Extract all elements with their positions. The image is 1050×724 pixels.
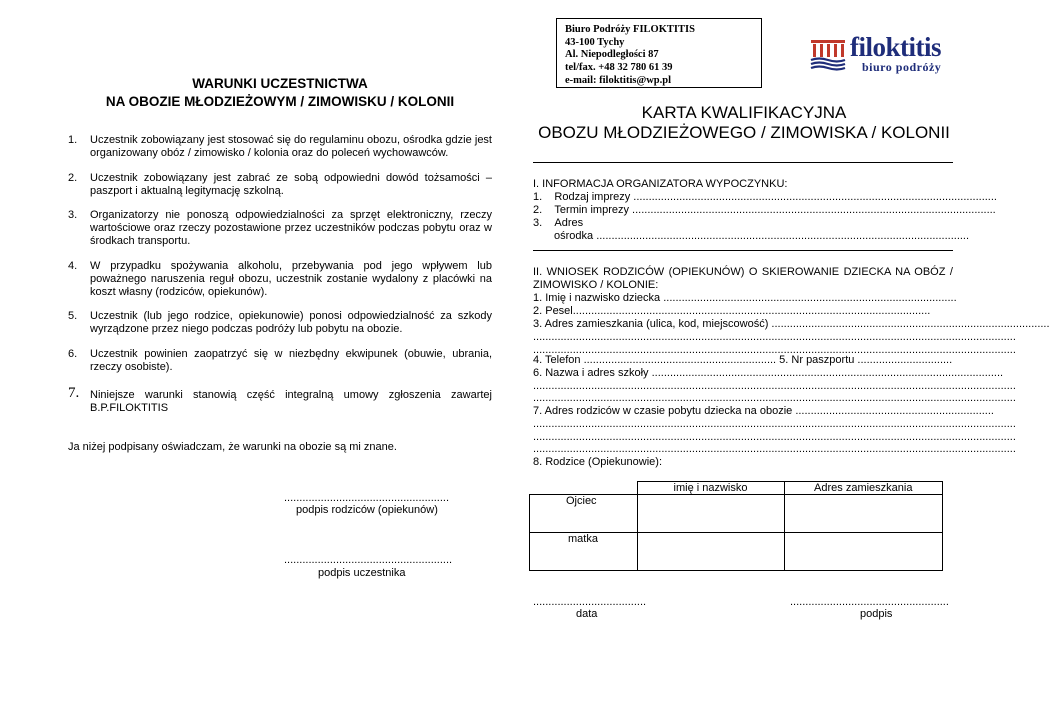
parents-address-line4[interactable]: .............................................................................................................................................................. xyxy=(533,443,1016,455)
parents-address-line3[interactable]: .............................................................................................................................................................. xyxy=(533,431,1016,443)
signature-line[interactable]: .................................................... xyxy=(790,596,949,608)
venue-address-label: Adres xyxy=(554,217,584,229)
condition-item-7 xyxy=(68,385,492,415)
conditions-title-line2: NA OBOZIE MŁODZIEŻOWYM / ZIMOWISKU / KOLONII xyxy=(105,94,455,109)
school-line3[interactable]: .............................................................................................................................................................. xyxy=(533,392,1016,404)
condition-text: Uczestnik zobowiązany jest zabrać ze sobą odpowiedni dowód tożsamości – paszport i aktualną legitymację szkolną. xyxy=(90,172,492,197)
father-address-cell[interactable] xyxy=(784,495,943,533)
section2-title-line2: ZIMOWISKO / KOLONIE: xyxy=(533,279,659,291)
passport-field[interactable]: 5. Nr paszportu ............................... xyxy=(779,354,953,366)
condition-text: Uczestnik (lub jego rodzice, opiekunowie) ponosi odpowiedzialność za szkody wyrządzone przez niego podczas podróży lub pobytu na obozie. xyxy=(90,310,492,335)
condition-number: 4. xyxy=(68,260,78,272)
condition-number: 3. xyxy=(68,209,78,221)
school-field[interactable]: 6. Nazwa i adres szkoły ................................................................................................................... xyxy=(533,367,1004,379)
phone-field[interactable]: 4. Telefon ............................................................... xyxy=(533,354,777,366)
section1-title: I. INFORMACJA ORGANIZATORA WYPOCZYNKU: xyxy=(533,178,788,190)
condition-item-2 xyxy=(68,172,492,198)
parents-address-field[interactable]: 7. Adres rodziców w czasie pobytu dziecka na obozie ................................................................. xyxy=(533,405,994,417)
form-title-line1: KARTA KWALIFIKACYJNA xyxy=(641,103,847,122)
event-date-field[interactable]: 2. Termin imprezy ....................................................................................................................... xyxy=(533,204,996,216)
condition-item-3 xyxy=(68,209,492,248)
condition-item-1 xyxy=(68,134,492,160)
passport-label: 5. Nr paszportu xyxy=(779,354,855,366)
event-type-label: Rodzaj imprezy xyxy=(554,191,631,203)
organizer-address-box xyxy=(556,18,762,88)
section2-title-line1: II. WNIOSEK RODZICÓW (OPIEKUNÓW) O SKIEROWANIE DZIECKA NA OBÓZ / xyxy=(533,266,953,278)
condition-item-6 xyxy=(68,348,492,374)
venue-address-label-2: ośrodka xyxy=(554,230,594,242)
school-label: 6. Nazwa i adres szkoły xyxy=(533,367,649,379)
guardians-label: 8. Rodzice (Opiekunowie): xyxy=(533,456,663,468)
organizer-name: Biuro Podróży FILOKTITIS xyxy=(565,24,695,35)
phone-label: 4. Telefon xyxy=(533,354,581,366)
participant-signature-line[interactable]: ....................................................... xyxy=(284,554,453,566)
conditions-title-line1: WARUNKI UCZESTNICTWA xyxy=(192,76,368,91)
mother-name-cell[interactable] xyxy=(637,533,784,571)
condition-item-5 xyxy=(68,310,492,336)
child-name-field[interactable]: 1. Imię i nazwisko dziecka ................................................................................................ xyxy=(533,292,957,304)
condition-text: Uczestnik powinien zaopatrzyć się w niezbędny ekwipunek (obuwie, ubrania, rzeczy osobiste). xyxy=(90,348,492,373)
condition-text: Organizatorzy nie ponoszą odpowiedzialności za sprzęt elektroniczny, rzeczy wartościowe oraz rzeczy pozostawione przez uczestników podczas pobytu oraz w środkach transportu. xyxy=(90,209,492,247)
home-address-line3[interactable]: .............................................................................................................................................................. xyxy=(533,344,1016,356)
form-title-line2: OBOZU MŁODZIEŻOWEGO / ZIMOWISKA / KOLONII xyxy=(538,123,950,142)
home-address-line2[interactable]: .............................................................................................................................................................. xyxy=(533,331,1016,343)
pesel-field[interactable]: 2. Pesel..................................................................................................................... xyxy=(533,305,931,317)
logo-wordmark: filoktitis xyxy=(850,32,942,62)
phone-passport-row xyxy=(533,354,953,367)
item-number: 3. xyxy=(533,217,543,229)
condition-number: 5. xyxy=(68,310,78,322)
condition-number: 2. xyxy=(68,172,78,184)
row-label-father: Ojciec xyxy=(530,495,638,533)
logo-subtitle: biuro podróży xyxy=(862,60,942,74)
condition-number: 7. xyxy=(68,385,80,401)
mother-address-cell[interactable] xyxy=(784,533,943,571)
parents-address-label: 7. Adres rodziców w czasie pobytu dziecka na obozie xyxy=(533,405,793,417)
temple-columns-icon xyxy=(810,38,846,72)
organizer-city: 43-100 Tychy xyxy=(565,36,625,48)
parents-address-line2[interactable]: .............................................................................................................................................................. xyxy=(533,418,1016,430)
parents-signature-label: podpis rodziców (opiekunów) xyxy=(296,504,438,516)
table-corner xyxy=(530,482,638,495)
column-header-address: Adres zamieszkania xyxy=(784,482,943,495)
home-address-field[interactable]: 3. Adres zamieszkania (ulica, kod, miejscowość) ........................................................................................... xyxy=(533,318,1050,330)
condition-item-4 xyxy=(68,260,492,299)
row-label-mother: matka xyxy=(530,533,638,571)
date-label: data xyxy=(576,608,598,620)
divider xyxy=(533,162,953,163)
condition-text: Uczestnik zobowiązany jest stosować się do regulaminu obozu, ośrodka gdzie jest organizowany obóz / zimowisko / kolonia oraz do poleceń wychowawców. xyxy=(90,134,492,159)
condition-number: 6. xyxy=(68,348,78,360)
declaration-text: Ja niżej podpisany oświadczam, że warunki na obozie są mi znane. xyxy=(68,441,397,453)
date-line[interactable]: ..................................... xyxy=(533,596,647,608)
guardians-table xyxy=(529,481,943,571)
home-address-label: 3. Adres zamieszkania (ulica, kod, miejscowość) xyxy=(533,318,769,330)
column-header-name: imię i nazwisko xyxy=(637,482,784,495)
organizer-phone: tel/fax. +48 32 780 61 39 xyxy=(565,62,673,74)
organizer-street: Al. Niepodległości 87 xyxy=(565,49,659,61)
venue-address-field-line1 xyxy=(533,217,953,230)
item-number: 1. xyxy=(533,191,543,203)
item-number: 2. xyxy=(533,204,543,216)
condition-number: 1. xyxy=(68,134,78,146)
company-logo xyxy=(810,32,960,76)
signature-label: podpis xyxy=(860,608,893,620)
father-name-cell[interactable] xyxy=(637,495,784,533)
pesel-label: 2. Pesel xyxy=(533,305,573,317)
divider xyxy=(533,250,953,251)
condition-text: Niniejsze warunki stanowią część integralną umowy zgłoszenia zawartej B.P.FILOKTITIS xyxy=(90,389,492,414)
event-date-label: Termin imprezy xyxy=(554,204,629,216)
parents-signature-line[interactable]: ...................................................... xyxy=(284,492,450,504)
participant-signature-label: podpis uczestnika xyxy=(318,567,406,579)
organizer-email: e-mail: filoktitis@wp.pl xyxy=(565,74,672,86)
event-type-field[interactable]: 1. Rodzaj imprezy ....................................................................................................................... xyxy=(533,191,997,203)
condition-text: W przypadku spożywania alkoholu, przebywania pod jego wpływem lub poważnego naruszenia reguł obozu, uczestnik zostanie wydalony z placówki na koszt własny (rodziców, opiekunów). xyxy=(90,260,492,298)
venue-address-field[interactable]: ośrodka .......................................................................................................................... xyxy=(554,230,970,242)
child-name-label: 1. Imię i nazwisko dziecka xyxy=(533,292,661,304)
school-line2[interactable]: .............................................................................................................................................................. xyxy=(533,380,1016,392)
